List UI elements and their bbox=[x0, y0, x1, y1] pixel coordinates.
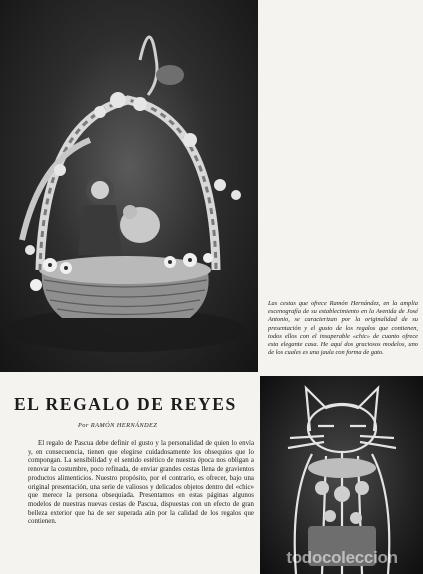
article-body: El regalo de Pascua debe definir el gusto y la personalidad de quien lo envía y, en consecuencia, tienen que elegirse cuidadosamente los obsequios que lo compongan. La sensibilidad y el sentido estético de nuestra época nos obligan a renovar la costumbre, poco refinada, de enviar grandes cestas llena de gravientos productos alimenticios. Nuestro propósito, por el contrario, es ofrecer, bajo una original presentación, una serie de valiosos y delicados objetos dentro del «chic» que merece la persona obsequiada. Presentamos en estas páginas algunos modelos de nuestras nuevas cestas de Pascua, dispuestas con un efecto de gran belleza exterior que ha de ser superada aún por la calidad de los regalos que contienen. bbox=[28, 440, 254, 526]
cat-cage-illustration bbox=[260, 376, 423, 574]
article-byline: Por RAMÓN HERNÁNDEZ bbox=[78, 422, 158, 429]
photo-caption: Las cestas que ofrece Ramón Hernández, en la amplia escenografía de su establecimiento en la Avenida de José Antonio, se caracterizan por la originalidad de su presentación y el gusto de los regalos que contienen, todos ellos con el insuperable «chic» de cuanto ofrece esta elegante casa. He aquí dos graciosos modelos, uno de los cuales es una jaula con forma de gato. bbox=[268, 300, 418, 357]
basket-photo bbox=[0, 0, 258, 372]
basket-illustration bbox=[0, 0, 258, 372]
article-headline: EL REGALO DE REYES bbox=[14, 394, 237, 414]
watermark-logo: todocoleccion bbox=[286, 548, 398, 567]
cat-cage-photo bbox=[260, 376, 423, 574]
